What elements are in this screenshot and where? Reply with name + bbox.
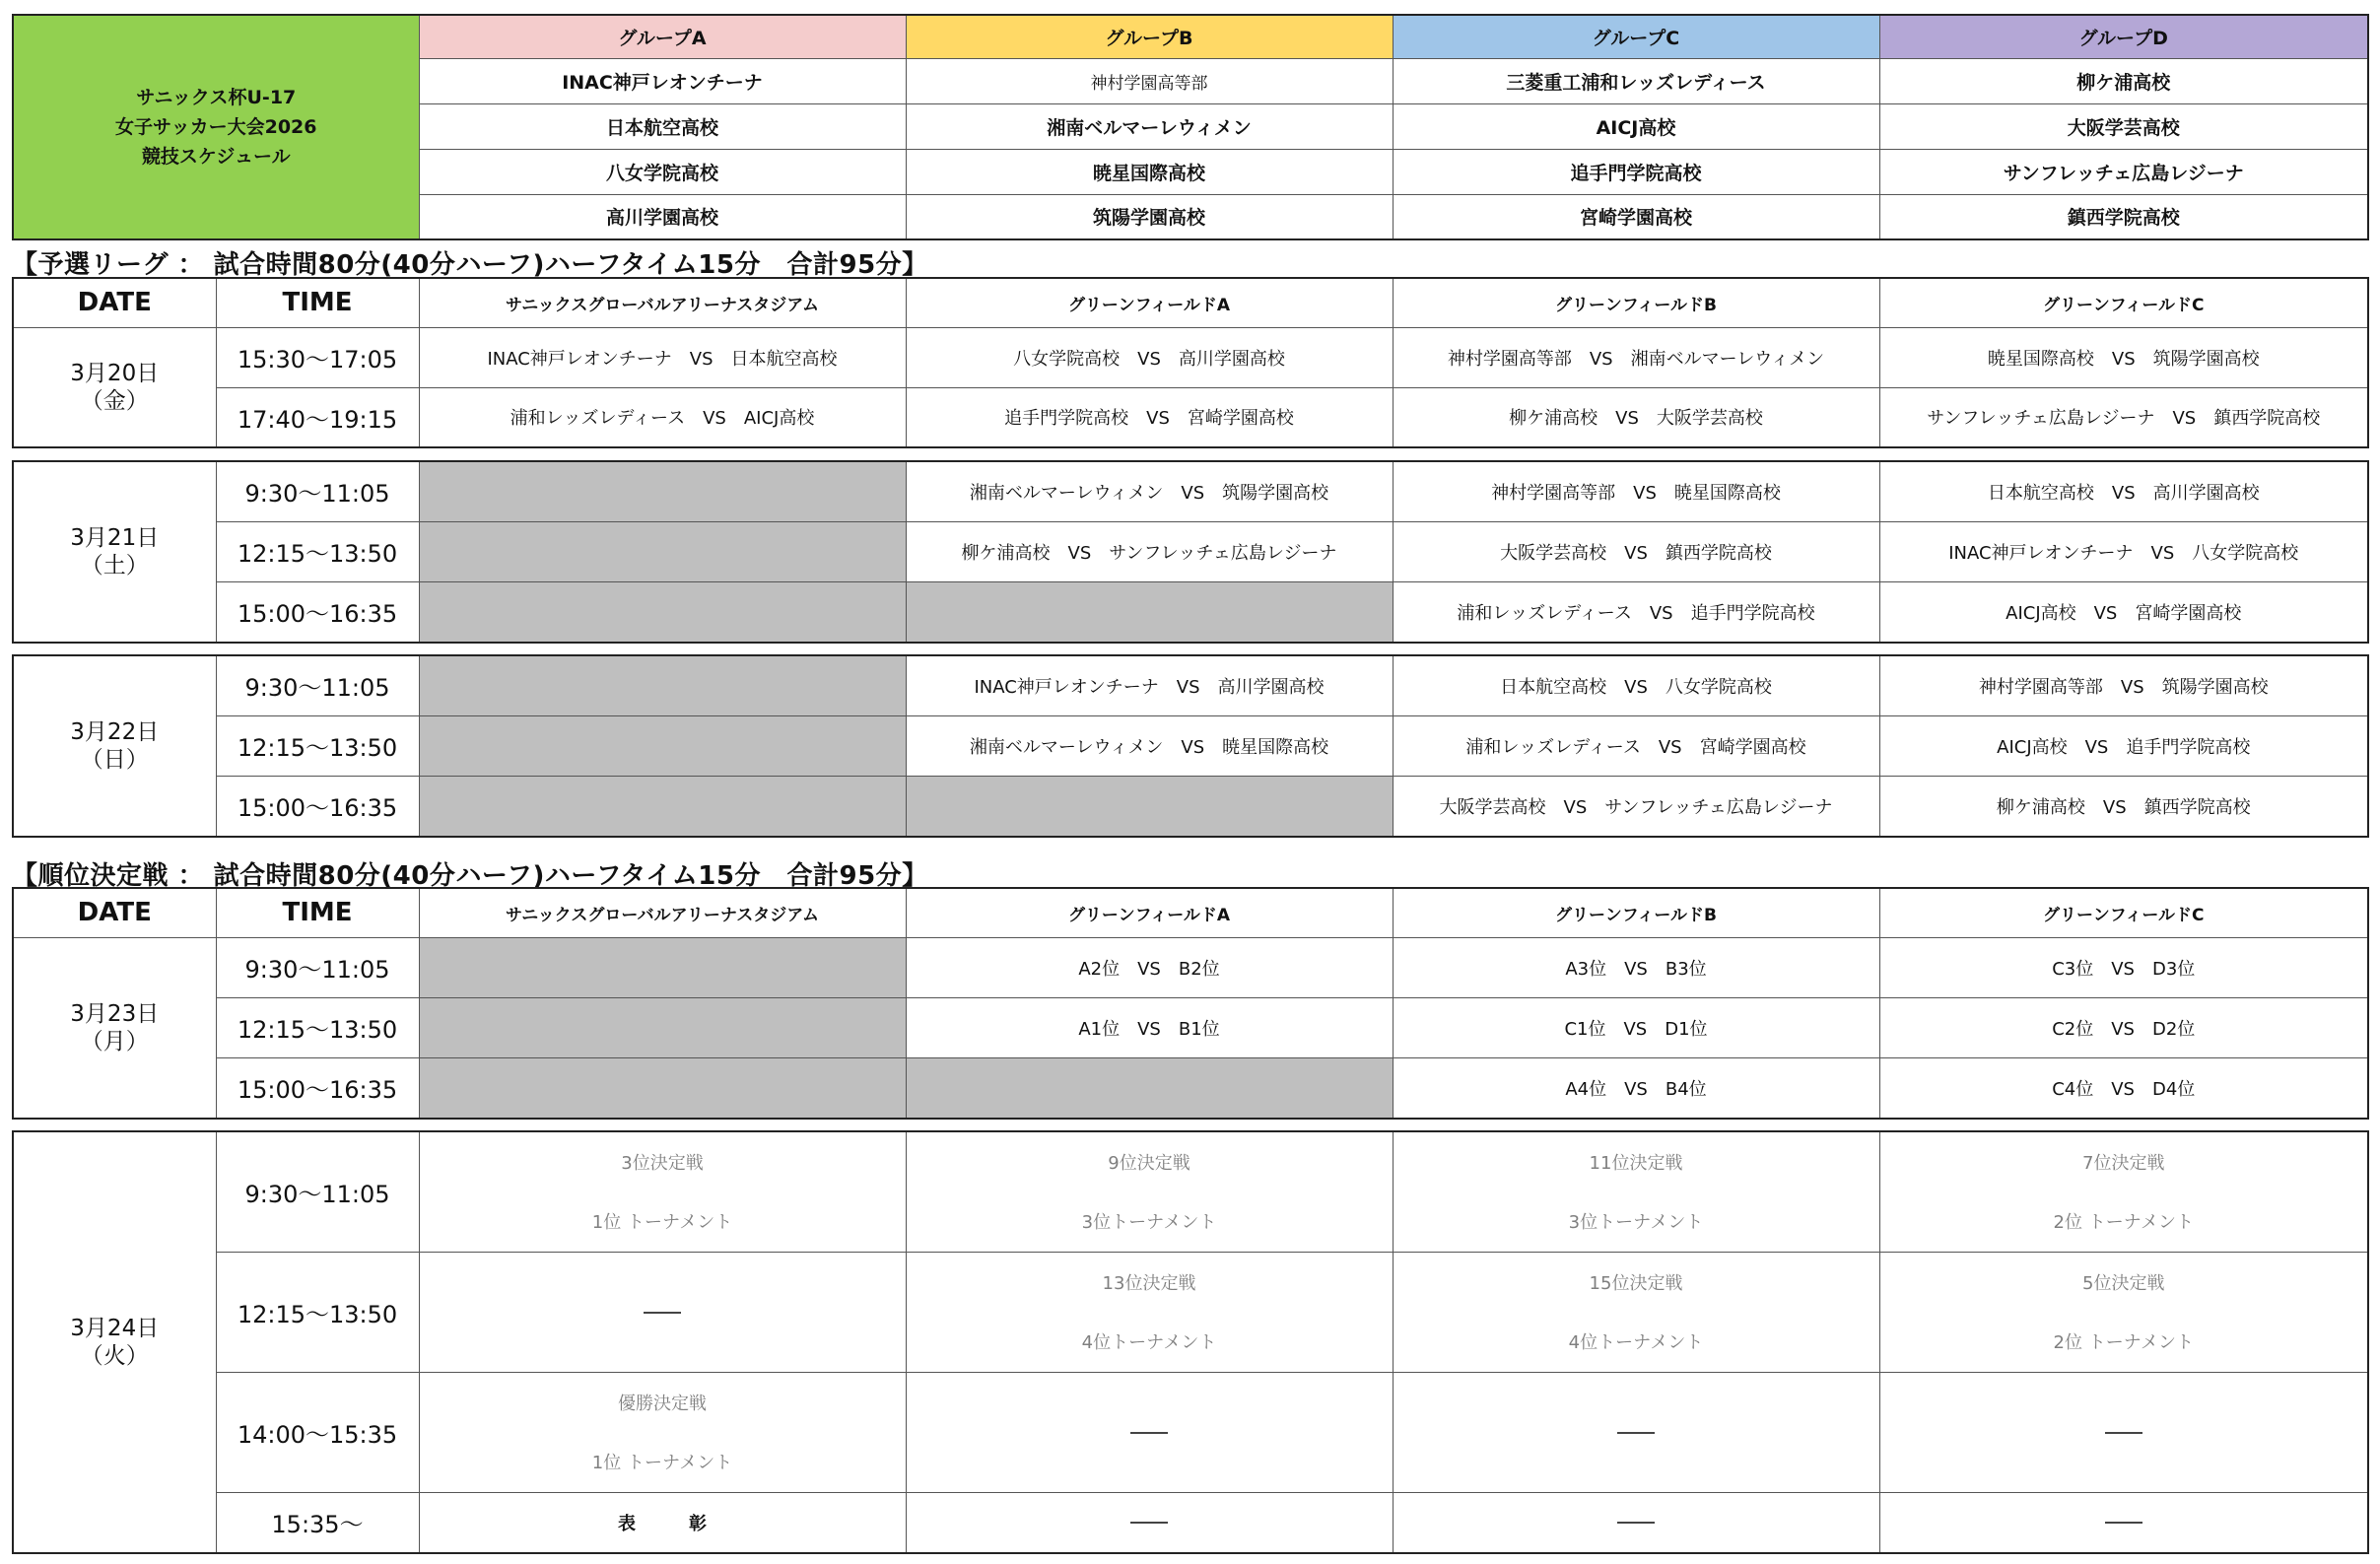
match-cell: 湘南ベルマーレウィメン VS 暁星国際高校 [906,715,1393,776]
col-field-b-header: グリーンフィールドB [1393,278,1879,327]
placement-match-cell [419,1372,906,1492]
award-ceremony-cell: 表 彰 [419,1492,906,1553]
no-match-cell [1393,1492,1879,1553]
group-b-team-3: 暁星国際高校 [906,149,1393,194]
date-label: 3月21日 [70,525,160,551]
time-cell: 12:15～13:50 [216,715,419,776]
match-cell: C1位 VS D1位 [1393,997,1879,1057]
group-d-team-3: サンフレッチェ広島レジーナ [1879,149,2368,194]
match-cell: A4位 VS B4位 [1393,1057,1879,1119]
col-field-c-header: グリーンフィールドC [1879,888,2368,937]
no-match-cell [1879,1372,2368,1492]
time-cell: 12:15～13:50 [216,1252,419,1372]
col-date-header: DATE [13,888,216,937]
match-cell: 八女学院高校 VS 高川学園高校 [906,327,1393,387]
match-cell: C2位 VS D2位 [1879,997,2368,1057]
no-match-cell [419,1252,906,1372]
group-b-header: グループB [906,15,1393,58]
empty-slot [419,937,906,997]
empty-slot [906,776,1393,837]
col-stadium-header: サニックスグローバルアリーナスタジアム [419,888,906,937]
weekday-label: （金） [80,387,149,414]
placement-match-cell [906,1252,1393,1372]
time-cell: 15:35～ [216,1492,419,1553]
match-name: 15位決定戦 [1589,1272,1683,1294]
time-cell: 15:00～16:35 [216,581,419,643]
col-field-a-header: グリーンフィールドA [906,888,1393,937]
group-c-team-2: AICJ高校 [1393,103,1879,149]
placement-match-cell [906,1131,1393,1252]
match-cell: 柳ケ浦高校 VS サンフレッチェ広島レジーナ [906,521,1393,581]
empty-slot [419,997,906,1057]
weekday-label: （土） [80,553,149,578]
title-line-2: 女子サッカー大会2026 [114,116,317,138]
group-a-team-2: 日本航空高校 [419,103,906,149]
time-cell: 12:15～13:50 [216,521,419,581]
weekday-label: （日） [80,747,149,773]
date-cell [13,937,216,1119]
match-cell: 日本航空高校 VS 高川学園高校 [1879,461,2368,521]
match-cell: INAC神戸レオンチーナ VS 八女学院高校 [1879,521,2368,581]
empty-slot [419,581,906,643]
tournament-name: 1位 トーナメント [591,1212,733,1234]
tournament-name: 2位 トーナメント [2053,1212,2194,1234]
match-cell: C4位 VS D4位 [1879,1057,2368,1119]
match-name: 13位決定戦 [1102,1272,1196,1294]
group-b-team-4: 筑陽学園高校 [906,194,1393,239]
match-cell: C3位 VS D3位 [1879,937,2368,997]
date-label: 3月24日 [70,1316,160,1341]
match-cell: 柳ケ浦高校 VS 大阪学芸高校 [1393,387,1879,447]
match-cell: 神村学園高等部 VS 湘南ベルマーレウィメン [1393,327,1879,387]
dash-mark [1130,1522,1168,1524]
date-label: 3月20日 [70,360,160,386]
group-a-team-3: 八女学院高校 [419,149,906,194]
match-cell: 大阪学芸高校 VS 鎮西学院高校 [1393,521,1879,581]
tournament-title [13,15,419,239]
match-cell: 追手門学院高校 VS 宮崎学園高校 [906,387,1393,447]
date-cell [13,1131,216,1553]
time-cell: 15:00～16:35 [216,1057,419,1119]
empty-slot [906,1057,1393,1119]
prelim-day1-table [12,277,2369,448]
time-cell: 15:30～17:05 [216,327,419,387]
match-cell: 大阪学芸高校 VS サンフレッチェ広島レジーナ [1393,776,1879,837]
match-name: 11位決定戦 [1589,1153,1683,1175]
match-cell: 浦和レッズレディース VS 宮崎学園高校 [1393,715,1879,776]
date-label: 3月23日 [70,1000,160,1027]
tournament-name: 4位トーナメント [1081,1332,1217,1354]
col-time-header: TIME [216,278,419,327]
group-a-header: グループA [419,15,906,58]
dash-mark [1130,1432,1168,1434]
date-cell [13,327,216,447]
empty-slot [419,655,906,715]
tournament-name: 4位トーナメント [1568,1332,1704,1354]
time-cell: 9:30～11:05 [216,1131,419,1252]
group-table [12,14,2369,240]
empty-slot [419,461,906,521]
group-d-team-4: 鎮西学院高校 [1879,194,2368,239]
group-c-team-1: 三菱重工浦和レッズレディース [1393,58,1879,103]
dash-mark [644,1312,681,1314]
match-cell: A2位 VS B2位 [906,937,1393,997]
empty-slot [419,521,906,581]
prelim-day2-table [12,460,2369,644]
group-d-header: グループD [1879,15,2368,58]
col-field-b-header: グリーンフィールドB [1393,888,1879,937]
dash-mark [1617,1432,1655,1434]
time-cell: 17:40～19:15 [216,387,419,447]
final-section-title: 【順位決定戦 ： 試合時間80分(40分ハーフ)ハーフタイム15分 合計95分】 [12,861,928,891]
placement-match-cell [1393,1252,1879,1372]
empty-slot [906,581,1393,643]
dash-mark [1617,1522,1655,1524]
match-name: 3位決定戦 [621,1153,704,1175]
match-cell: 浦和レッズレディース VS AICJ高校 [419,387,906,447]
placement-match-cell [1879,1131,2368,1252]
placement-match-cell [1879,1252,2368,1372]
col-field-a-header: グリーンフィールドA [906,278,1393,327]
time-cell: 9:30～11:05 [216,461,419,521]
group-c-team-4: 宮崎学園高校 [1393,194,1879,239]
match-name: 5位決定戦 [2082,1272,2165,1294]
group-a-team-4: 高川学園高校 [419,194,906,239]
group-b-team-1: 神村学園高等部 [906,58,1393,103]
prelim-section-title: 【予選リーグ ： 試合時間80分(40分ハーフ)ハーフタイム15分 合計95分】 [12,250,928,280]
time-cell: 15:00～16:35 [216,776,419,837]
placement-match-cell [419,1131,906,1252]
match-cell: AICJ高校 VS 宮崎学園高校 [1879,581,2368,643]
time-cell: 9:30～11:05 [216,655,419,715]
match-cell: 神村学園高等部 VS 筑陽学園高校 [1879,655,2368,715]
col-time-header: TIME [216,888,419,937]
weekday-label: （月） [80,1028,149,1054]
tournament-name: 1位 トーナメント [591,1453,733,1474]
no-match-cell [1879,1492,2368,1553]
col-date-header: DATE [13,278,216,327]
title-line-3: 競技スケジュール [141,146,291,168]
match-cell: サンフレッチェ広島レジーナ VS 鎮西学院高校 [1879,387,2368,447]
match-cell: A1位 VS B1位 [906,997,1393,1057]
match-cell: 日本航空高校 VS 八女学院高校 [1393,655,1879,715]
weekday-label: （火） [80,1343,149,1369]
group-a-team-1: INAC神戸レオンチーナ [419,58,906,103]
group-d-team-2: 大阪学芸高校 [1879,103,2368,149]
placement-match-cell [1393,1131,1879,1252]
prelim-day3-table [12,654,2369,838]
match-cell: INAC神戸レオンチーナ VS 高川学園高校 [906,655,1393,715]
time-cell: 9:30～11:05 [216,937,419,997]
match-name: 優勝決定戦 [618,1393,707,1414]
dash-mark [2105,1522,2142,1524]
match-name: 7位決定戦 [2082,1153,2165,1175]
match-cell: AICJ高校 VS 追手門学院高校 [1879,715,2368,776]
group-c-header: グループC [1393,15,1879,58]
tournament-name: 3位トーナメント [1081,1212,1217,1234]
match-cell: INAC神戸レオンチーナ VS 日本航空高校 [419,327,906,387]
date-cell [13,655,216,837]
match-cell: 暁星国際高校 VS 筑陽学園高校 [1879,327,2368,387]
title-line-1: サニックス杯U-17 [136,87,297,108]
empty-slot [419,715,906,776]
date-label: 3月22日 [70,719,160,745]
no-match-cell [906,1372,1393,1492]
empty-slot [419,776,906,837]
match-cell: 柳ケ浦高校 VS 鎮西学院高校 [1879,776,2368,837]
group-c-team-3: 追手門学院高校 [1393,149,1879,194]
time-cell: 12:15～13:50 [216,997,419,1057]
no-match-cell [1393,1372,1879,1492]
date-cell [13,461,216,643]
final-day5-table [12,1130,2369,1554]
no-match-cell [906,1492,1393,1553]
match-name: 9位決定戦 [1108,1153,1190,1175]
time-cell: 14:00～15:35 [216,1372,419,1492]
tournament-name: 3位トーナメント [1568,1212,1704,1234]
match-cell: A3位 VS B3位 [1393,937,1879,997]
match-cell: 神村学園高等部 VS 暁星国際高校 [1393,461,1879,521]
col-stadium-header: サニックスグローバルアリーナスタジアム [419,278,906,327]
group-b-team-2: 湘南ベルマーレウィメン [906,103,1393,149]
col-field-c-header: グリーンフィールドC [1879,278,2368,327]
final-day4-table [12,887,2369,1120]
match-cell: 湘南ベルマーレウィメン VS 筑陽学園高校 [906,461,1393,521]
empty-slot [419,1057,906,1119]
dash-mark [2105,1432,2142,1434]
match-cell: 浦和レッズレディース VS 追手門学院高校 [1393,581,1879,643]
group-d-team-1: 柳ケ浦高校 [1879,58,2368,103]
tournament-name: 2位 トーナメント [2053,1332,2194,1354]
